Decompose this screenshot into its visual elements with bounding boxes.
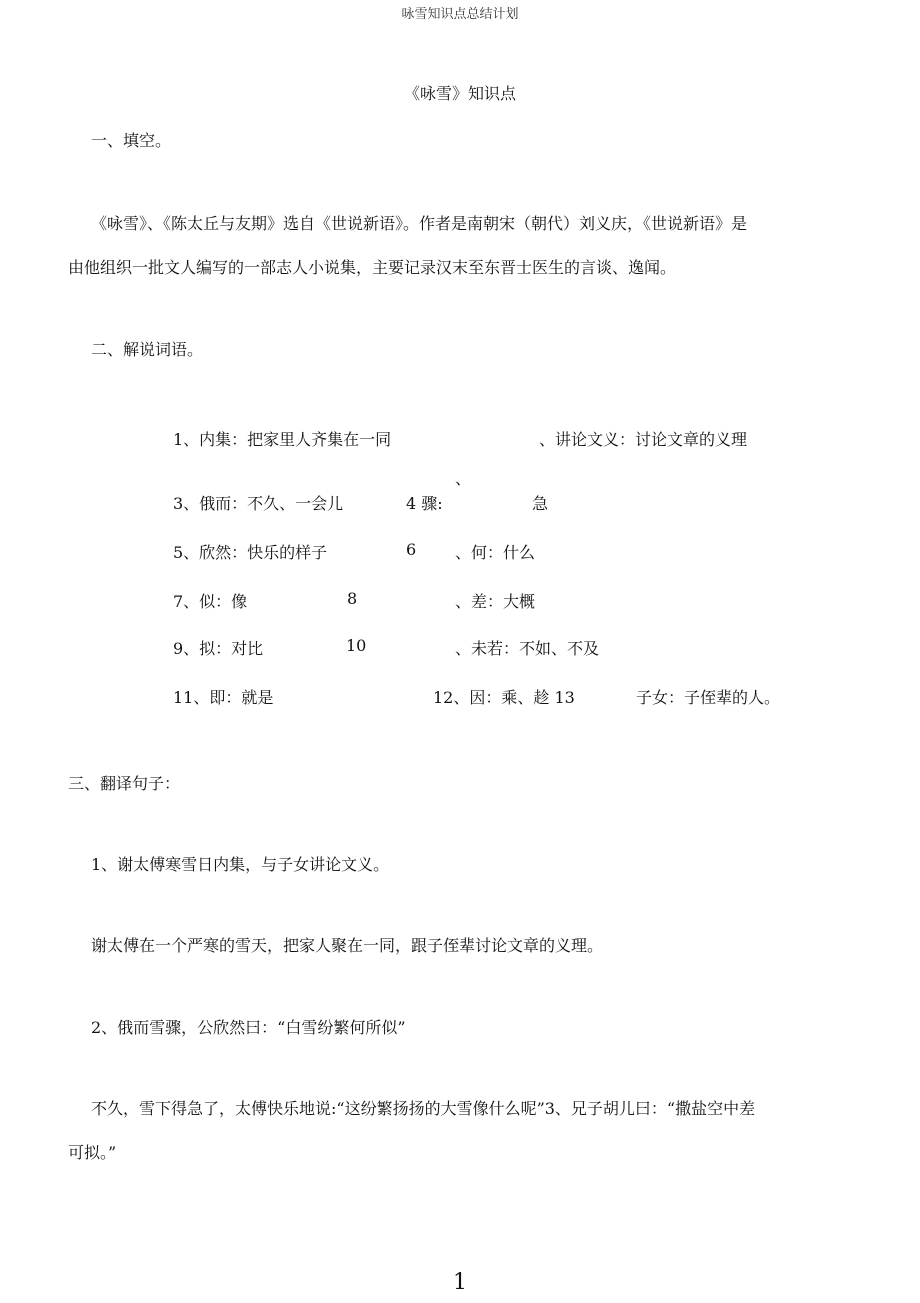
vocab-item: 9、拟：对比 <box>173 639 264 658</box>
vocab-item: 、 <box>455 469 472 488</box>
vocab-item: 6 <box>406 540 417 559</box>
page-number: 1 <box>453 1270 467 1295</box>
section-2-heading: 二、解说词语。 <box>91 340 204 359</box>
sentence-1-translation: 谢太傅在一个严寒的雪天，把家人聚在一同，跟子侄辈讨论文章的义理。 <box>91 936 604 955</box>
vocab-item: 3、俄而：不久、一会儿 <box>173 494 344 513</box>
sentence-1-original: 1、谢太傅寒雪日内集，与子女讲论文义。 <box>91 855 390 874</box>
vocab-item: 子女：子侄辈的人。 <box>636 688 781 707</box>
vocab-item: 8 <box>347 589 358 608</box>
vocab-item: 10 <box>346 636 367 655</box>
vocab-item: 、未若：不如、不及 <box>455 639 600 658</box>
vocab-item: 5、欣然：快乐的样子 <box>173 543 328 562</box>
section-3-heading: 三、翻译句子： <box>68 774 181 793</box>
sentence-2-original: 2、俄而雪骤，公欣然曰：“白雪纷繁何所似” <box>91 1018 406 1037</box>
vocab-item: 4 骤: <box>406 494 443 513</box>
section-1-heading: 一、填空。 <box>91 131 172 150</box>
page-title: 《咏雪》知识点 <box>403 84 516 103</box>
section-1-paragraph-line-1: 《咏雪》、《陈太丘与友期》选自《世说新语》。作者是南朝宋（朝代）刘义庆，《世说新语》是 <box>91 214 748 233</box>
sentence-2-translation-line-2: 可拟。” <box>68 1143 117 1162</box>
vocab-item: 7、似：像 <box>173 592 248 611</box>
sentence-2-translation-line-1: 不久，雪下得急了，太傅快乐地说:“这纷繁扬扬的大雪像什么呢”3、兄子胡儿曰：“撒盐空中差 <box>91 1099 756 1118</box>
vocab-item: 、何：什么 <box>455 543 536 562</box>
vocab-item: 、讲论文义：讨论文章的义理 <box>539 430 748 449</box>
running-header: 咏雪知识点总结计划 <box>401 7 519 22</box>
vocab-item: 1、内集：把家里人齐集在一同 <box>173 430 392 449</box>
vocab-item: 、差：大概 <box>455 592 536 611</box>
vocab-item: 11、即：就是 <box>173 688 274 707</box>
section-1-paragraph-line-2: 由他组织一批文人编写的一部志人小说集，主要记录汉末至东晋士医生的言谈、逸闻。 <box>68 258 677 277</box>
vocab-item: 急 <box>532 494 549 513</box>
vocab-item: 12、因：乘、趁 13 <box>433 688 575 707</box>
